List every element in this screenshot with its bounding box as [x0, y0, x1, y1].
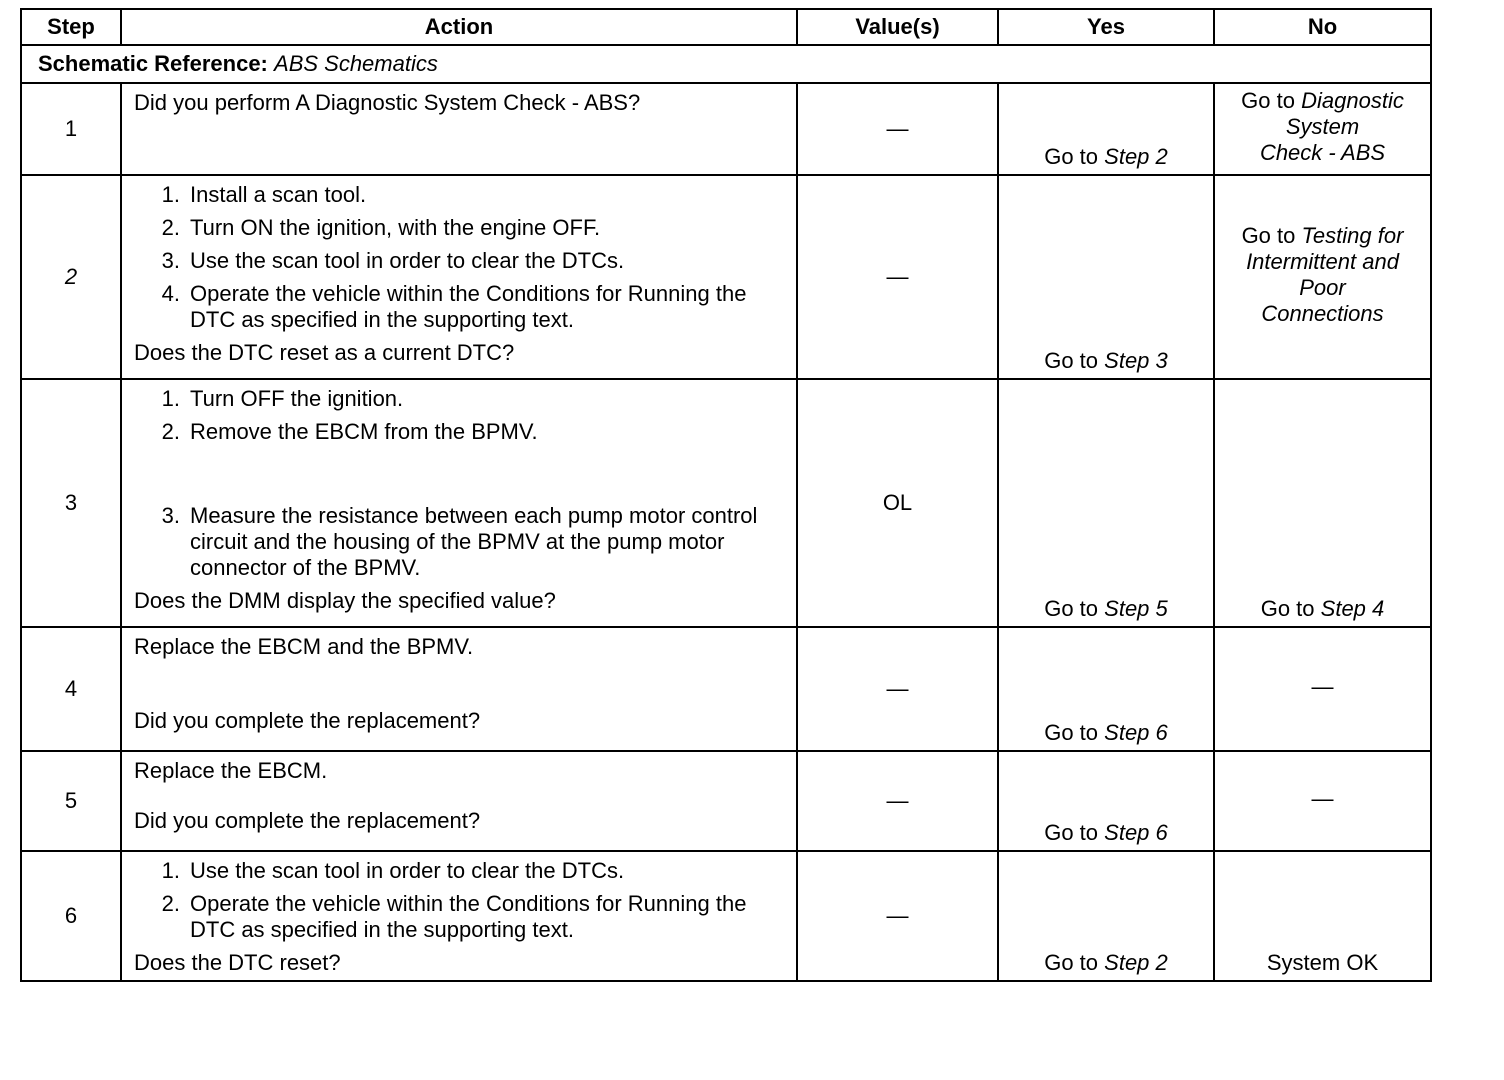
- value-cell: —: [797, 83, 998, 175]
- no-cell: [1214, 83, 1431, 175]
- no-target-line1: Testing for: [1301, 223, 1404, 248]
- yes-cell: [998, 751, 1214, 851]
- action-item: 3. Use the scan tool in order to clear the DTCs.: [161, 248, 625, 273]
- yes-prefix: Go to: [1044, 950, 1099, 975]
- yes-target: Step 2: [1104, 144, 1168, 169]
- no-target-line2: System: [1285, 114, 1360, 139]
- yes-cell: [998, 83, 1214, 175]
- header-values: Value(s): [797, 9, 998, 45]
- step-row-6: [21, 851, 1431, 981]
- action-item: 3. Measure the resistance between each pump motor control circuit and the housing of the BPMV at the pump motor connector of the BPMV.: [161, 503, 758, 580]
- value-cell: —: [797, 175, 998, 379]
- no-target-line1: Diagnostic: [1301, 88, 1404, 113]
- step-row-3: [21, 379, 1431, 627]
- action-item: 1. Install a scan tool.: [161, 182, 367, 207]
- yes-prefix: Go to: [1044, 348, 1099, 373]
- action-list: [134, 182, 786, 333]
- yes-cell: [998, 627, 1214, 751]
- question: Did you complete the replacement?: [134, 808, 481, 833]
- action-cell: [121, 627, 797, 751]
- value-cell: —: [797, 751, 998, 851]
- header-no: No: [1214, 9, 1431, 45]
- no-target: Step 4: [1320, 596, 1385, 621]
- no-cell: System OK: [1214, 851, 1431, 981]
- step-number: 4: [21, 627, 121, 751]
- action-cell: [121, 751, 797, 851]
- header-row: [21, 9, 1431, 45]
- yes-prefix: Go to: [1044, 720, 1099, 745]
- yes-prefix: Go to: [1044, 144, 1099, 169]
- yes-target: Step 2: [1104, 950, 1168, 975]
- diagnostic-table: [20, 8, 1432, 982]
- no-target-line3: Poor: [1299, 275, 1346, 300]
- yes-prefix: Go to: [1044, 820, 1099, 845]
- step-number: 5: [21, 751, 121, 851]
- value-cell: —: [797, 627, 998, 751]
- action-cell: [121, 851, 797, 981]
- no-cell: —: [1214, 751, 1431, 851]
- no-prefix: Go to: [1241, 223, 1296, 248]
- action-item: 2. Remove the EBCM from the BPMV.: [161, 419, 538, 444]
- question: Does the DTC reset as a current DTC?: [134, 340, 515, 365]
- value-cell: —: [797, 851, 998, 981]
- schematic-reference-label: Schematic Reference:: [38, 51, 268, 76]
- schematic-reference-value: ABS Schematics: [274, 51, 438, 76]
- yes-target: Step 3: [1104, 348, 1168, 373]
- no-target-line4: Connections: [1261, 301, 1384, 326]
- action-item: 2. Turn ON the ignition, with the engine OFF.: [161, 215, 601, 240]
- no-target-line3: Check - ABS: [1259, 140, 1386, 165]
- step-number: 2: [21, 175, 121, 379]
- yes-cell: [998, 851, 1214, 981]
- action-text: Replace the EBCM and the BPMV.: [134, 634, 474, 659]
- step-row-2: [21, 175, 1431, 379]
- action-cell: [121, 83, 797, 175]
- action-item: 2. Operate the vehicle within the Conditions for Running the DTC as specified in the supporting text.: [161, 891, 747, 942]
- yes-prefix: Go to: [1044, 596, 1099, 621]
- question: Did you complete the replacement?: [134, 708, 481, 733]
- schematic-reference-row: [21, 45, 1431, 83]
- action-cell: [121, 379, 797, 627]
- yes-target: Step 6: [1104, 820, 1168, 845]
- step-row-4: [21, 627, 1431, 751]
- yes-target: Step 5: [1104, 596, 1168, 621]
- step-number: 1: [21, 83, 121, 175]
- action-item: 1. Use the scan tool in order to clear the DTCs.: [161, 858, 625, 883]
- no-cell: —: [1214, 627, 1431, 751]
- action-item: 4. Operate the vehicle within the Conditions for Running the DTC as specified in the supporting text.: [161, 281, 747, 332]
- step-row-5: [21, 751, 1431, 851]
- yes-cell: [998, 175, 1214, 379]
- yes-cell: [998, 379, 1214, 627]
- header-action: Action: [121, 9, 797, 45]
- action-list: [134, 858, 786, 943]
- action-text: Replace the EBCM.: [134, 758, 328, 783]
- yes-target: Step 6: [1104, 720, 1168, 745]
- value-cell: OL: [797, 379, 998, 627]
- header-yes: Yes: [998, 9, 1214, 45]
- no-cell: [1214, 175, 1431, 379]
- question: Did you perform A Diagnostic System Check - ABS?: [134, 90, 641, 115]
- schematic-reference: [21, 45, 1431, 83]
- step-number: 3: [21, 379, 121, 627]
- action-cell: [121, 175, 797, 379]
- action-item: 1. Turn OFF the ignition.: [161, 386, 404, 411]
- step-row-1: [21, 83, 1431, 175]
- action-list: [134, 386, 786, 581]
- no-prefix: Go to: [1260, 596, 1315, 621]
- header-step: Step: [21, 9, 121, 45]
- question: Does the DMM display the specified value?: [134, 588, 556, 613]
- no-cell: [1214, 379, 1431, 627]
- step-number: 6: [21, 851, 121, 981]
- no-target-line2: Intermittent and: [1246, 249, 1399, 274]
- question: Does the DTC reset?: [134, 950, 341, 975]
- no-prefix: Go to: [1241, 88, 1295, 113]
